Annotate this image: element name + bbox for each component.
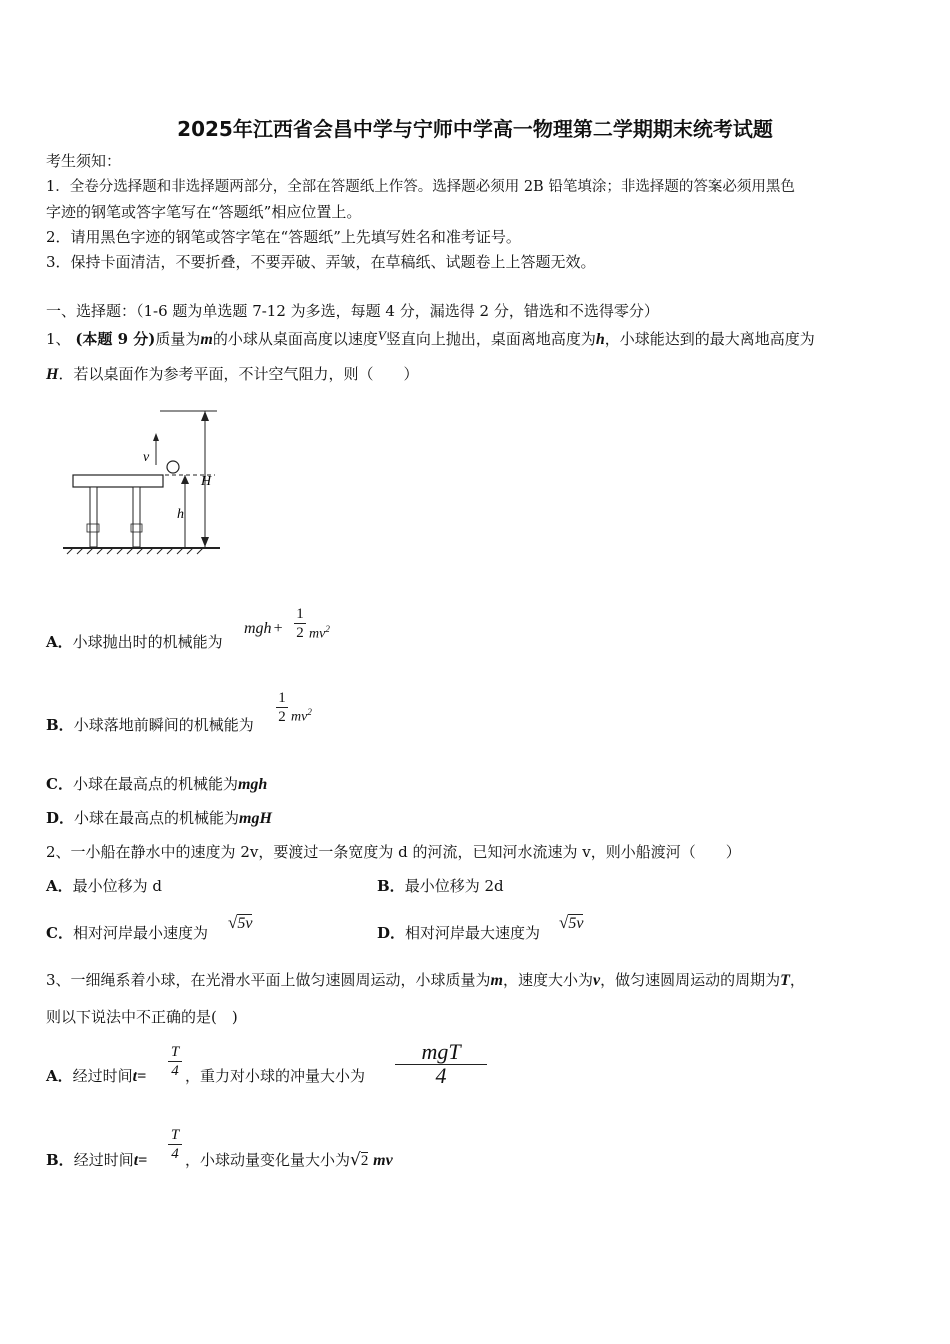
sqrt-sign: √	[559, 913, 569, 932]
label-h: h	[177, 507, 184, 522]
page-title: 2025年江西省会昌中学与宁师中学高一物理第二学期期末统考试题	[177, 117, 773, 141]
fraction-denominator: 4	[435, 1063, 447, 1088]
fraction-numerator: 1	[296, 606, 304, 622]
q3-a-time-fraction	[168, 1043, 182, 1080]
math-term: mgh	[237, 776, 268, 793]
q1-b-fraction	[276, 689, 288, 726]
q1-stem-part: 质量为	[155, 330, 201, 348]
q1-b-math-mv2	[291, 702, 312, 728]
q1-option-d[interactable]	[46, 808, 272, 829]
q2-option-b[interactable]	[377, 876, 504, 896]
q1-stem-part: ，小球能达到的最大离地高度为	[604, 330, 815, 348]
q1-points: (本题 9 分)	[75, 330, 156, 348]
sqrt-sign: √	[228, 913, 238, 932]
q1-var-H: H	[46, 366, 59, 383]
q3-a-text-b: ，重力对小球的冲量大小为	[185, 1067, 366, 1085]
option-label: B．	[46, 1151, 74, 1169]
q1-stem-part: ．若以桌面作为参考平面，不计空气阻力，则（ ）	[58, 365, 419, 383]
option-label: B．	[377, 877, 405, 895]
math-term: t=	[133, 1152, 148, 1169]
q3-var-v: v	[593, 972, 601, 989]
q3-stem-line2: 则以下说法中不正确的是( )	[46, 1008, 238, 1026]
fraction-denominator: 2	[296, 625, 304, 641]
math-plus: +	[273, 620, 283, 637]
math-term: mv	[373, 1152, 393, 1169]
q3-stem-line1	[46, 970, 805, 991]
q2-option-a[interactable]	[46, 876, 162, 896]
option-text: 小球落地前瞬间的机械能为	[73, 716, 254, 734]
option-label: D．	[377, 924, 406, 942]
q2-d-sqrt	[559, 913, 583, 934]
fraction-numerator: 1	[278, 690, 286, 706]
ball	[167, 461, 179, 473]
velocity-arrowhead	[153, 433, 159, 441]
notice-line-1b: 字迹的钢笔或答字笔写在“答题纸”相应位置上。	[46, 203, 362, 221]
q1-stem-part: 竖直向上抛出，桌面离地高度为	[385, 330, 596, 348]
q1-stem-line2	[46, 364, 418, 385]
fraction-denominator: 4	[171, 1063, 179, 1079]
q3-stem-part: ，速度大小为	[503, 971, 594, 989]
math-term: mv	[309, 626, 326, 642]
q3-stem-part: ，做匀速圆周运动的周期为	[600, 971, 781, 989]
option-text: 最小位移为 2d	[404, 877, 504, 895]
math-exponent: 2	[325, 624, 330, 634]
q2-stem: 2、一小船在静水中的速度为 2v，要渡过一条宽度为 d 的河流，已知河水流速为 v，则小船渡河（ ）	[46, 843, 741, 861]
option-text: ，小球动量变化量大小为	[185, 1151, 351, 1169]
table-leg-left	[90, 487, 97, 547]
q1-option-b[interactable]	[46, 715, 254, 735]
q3-option-a[interactable]	[46, 1066, 146, 1087]
fraction-numerator: T	[170, 1127, 180, 1143]
option-label: A．	[46, 633, 73, 651]
notice-line-2: 2．请用黑色字迹的钢笔或答字笔在“答题纸”上先填写姓名和准考证号。	[46, 228, 521, 246]
option-text: 相对河岸最小速度为	[72, 924, 208, 942]
q3-option-b[interactable]	[46, 1150, 147, 1171]
option-text: 最小位移为 d	[72, 877, 163, 895]
option-text: 小球在最高点的机械能为	[72, 775, 238, 793]
q2-option-c[interactable]	[46, 923, 208, 943]
option-text: 小球抛出时的机械能为	[72, 633, 223, 651]
tabletop	[73, 475, 163, 487]
math-term: mv	[291, 709, 308, 725]
label-v: v	[143, 450, 150, 465]
math-exponent: 2	[307, 707, 312, 717]
option-text: 经过时间	[73, 1151, 134, 1169]
q3-stem-part: 3、一细绳系着小球，在光滑水平面上做匀速圆周运动，小球质量为	[46, 971, 491, 989]
fraction-denominator: 4	[171, 1146, 179, 1162]
q1-a-math-mv2	[309, 619, 330, 645]
option-label: C．	[46, 924, 73, 942]
q3-var-m: m	[490, 972, 503, 989]
q3-var-T: T	[780, 972, 790, 989]
q1-var-m: m	[200, 331, 213, 348]
math-term: 5v	[237, 915, 253, 932]
q1-a-fraction	[294, 605, 306, 642]
notice-line-3: 3．保持卡面清洁，不要折叠，不要弄破、弄皱，在草稿纸、试题卷上上答题无效。	[46, 253, 596, 271]
q2-option-d[interactable]	[377, 923, 540, 943]
q3-stem-part: ，	[789, 971, 805, 989]
section-heading: 一、选择题：（1-6 题为单选题 7-12 为多选，每题 4 分，漏选得 2 分，错选和不选得零分）	[46, 302, 659, 320]
q3-b-text-b	[185, 1150, 393, 1171]
option-text: 经过时间	[72, 1067, 133, 1085]
q1-var-v: V	[377, 328, 386, 343]
option-label: B．	[46, 716, 74, 734]
sqrt-sign: √	[350, 1150, 361, 1170]
q2-c-sqrt	[228, 913, 252, 934]
option-label: D．	[46, 809, 75, 827]
math-term: mgh	[244, 620, 272, 637]
q1-stem-line1	[46, 326, 815, 350]
option-label: C．	[46, 775, 73, 793]
option-text: 小球在最高点的机械能为	[74, 809, 240, 827]
H-arrow-up	[201, 411, 209, 421]
notice-heading: 考生须知：	[46, 152, 122, 170]
q1-stem-part: 的小球从桌面高度以速度	[212, 330, 378, 348]
q1-figure	[55, 403, 235, 559]
option-text: 相对河岸最大速度为	[405, 924, 541, 942]
q1-var-h: h	[595, 331, 605, 348]
option-label: A．	[46, 1067, 73, 1085]
sqrt-radicand: 2	[360, 1153, 369, 1169]
fraction-denominator: 2	[278, 709, 286, 725]
h-arrow-up	[181, 475, 189, 484]
math-term: 5v	[568, 915, 584, 932]
math-term: t=	[132, 1068, 147, 1085]
math-term: mgH	[239, 810, 272, 827]
notice-line-1a: 1．全卷分选择题和非选择题两部分，全部在答题纸上作答。选择题必须用 2B 铅笔填涂；非选择题的答案必须用黑色	[46, 179, 795, 195]
q3-b-time-fraction	[168, 1126, 182, 1163]
option-label: A．	[46, 877, 73, 895]
q1-option-c[interactable]	[46, 774, 267, 795]
q1-a-math-mgh	[244, 619, 285, 639]
q1-option-a[interactable]	[46, 632, 223, 652]
fraction-numerator: T	[170, 1044, 180, 1060]
H-arrow-down	[201, 537, 209, 547]
fraction-numerator: mgT	[421, 1039, 461, 1064]
q1-number: 1、	[46, 330, 71, 348]
q3-a-result-fraction	[395, 1040, 487, 1087]
table-leg-right	[133, 487, 140, 547]
label-H: H	[201, 474, 212, 489]
